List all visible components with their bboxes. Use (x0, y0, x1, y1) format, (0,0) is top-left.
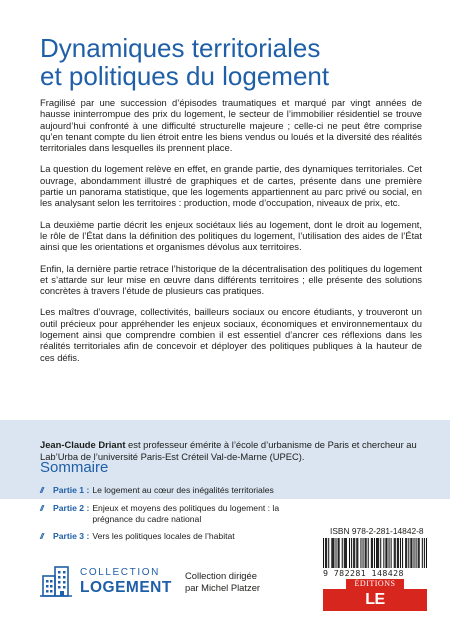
isbn: ISBN 978-2-281-14842-8 (330, 526, 424, 536)
paragraph-4: Enfin, la dernière partie retrace l’historique de la décentralisation des politiques du logement et s’attarde sur leur mise en œuvre dans différents territoires ; elle présente des solutions concrètes à travers l’étude de plusieurs cas pratiques. (40, 262, 422, 297)
publisher-name: LE MONITEUR (323, 589, 427, 611)
collection-director-line-2: par Michel Platzer (185, 582, 261, 593)
barcode-bar (342, 538, 343, 568)
barcode-bar (397, 538, 398, 568)
barcode-bar (391, 538, 392, 568)
barcode-bar (339, 538, 340, 568)
barcode-bar (346, 538, 347, 568)
barcode-bar (394, 538, 395, 568)
publisher-editions-label: ÉDITIONS (346, 579, 404, 589)
collection-logo-text (80, 567, 172, 597)
barcode-bar (372, 538, 373, 568)
barcode-bar (389, 538, 390, 568)
barcode-bar (356, 538, 357, 568)
toc-part-title: Enjeux et moyens des politiques du logement : la prégnance du cadre national (92, 503, 280, 524)
barcode-bar (398, 538, 399, 568)
barcode-bar (378, 538, 379, 568)
barcode-bar (405, 538, 406, 568)
barcode-bar (345, 538, 346, 568)
barcode-bar (351, 538, 352, 568)
barcode-bar (333, 538, 334, 568)
barcode-bar (413, 538, 414, 568)
barcode-bar (386, 538, 387, 568)
barcode-bar (410, 538, 411, 568)
toc-item-2 (40, 503, 300, 524)
barcode-bar (380, 538, 381, 568)
barcode-bar (426, 538, 427, 568)
barcode-bar (419, 538, 420, 568)
back-cover-description (40, 97, 422, 373)
barcode-bar (416, 538, 417, 568)
barcode-bar (400, 538, 401, 568)
barcode-bar (349, 538, 350, 568)
toc-part-label: Partie 3 : (53, 531, 90, 541)
barcode-bar (365, 538, 366, 568)
collection-name: LOGEMENT (80, 579, 172, 596)
title-line-1: Dynamiques territoriales (40, 33, 321, 63)
collection-director (185, 570, 260, 594)
barcode-bar (402, 538, 403, 568)
barcode-bar (363, 538, 364, 568)
author-name: Jean-Claude Driant (40, 439, 126, 450)
paragraph-3: La deuxième partie décrit les enjeux sociétaux liés au logement, dont le droit au logement, le rôle de l’État dans la définition des politiques du logement, l’utilisation des aides de l’État ainsi que les orientations et organismes dévolus aux territoires. (40, 218, 422, 253)
barcode-bar (422, 538, 423, 568)
barcode-bar (368, 538, 369, 568)
toc-part-title: Le logement au cœur des inégalités territoriales (92, 485, 274, 495)
barcode-number: 9 782281 148428 (323, 568, 404, 578)
buildings-icon (40, 564, 72, 598)
paragraph-5: Les maîtres d’ouvrage, collectivités, bailleurs sociaux ou encore étudiants, y trouveront un outil précieux pour appréhender les enjeux sociaux, économiques et environnementaux du logement ainsi que comprendre combien il est essentiel d’ancrer ces réflexions dans les réalités territoriales afin de concevoir et déployer des politiques publiques à la hauteur de ces défis. (40, 306, 422, 363)
barcode-bar (328, 538, 329, 568)
barcode-bar (338, 538, 339, 568)
barcode-bar (395, 538, 396, 568)
barcode-bar (418, 538, 419, 568)
paragraph-2: La question du logement relève en effet, en grande partie, des dynamiques territoriales. Cet ouvrage, abondamment illustré de graphiques et de cartes, présente dans une première partie un panorama statistique, que les logements appartiennent au parc privé ou social, en les analysant selon les territoires : production, mode d’occupation, niveaux de prix, etc. (40, 163, 422, 209)
toc-item-1 (40, 485, 300, 496)
barcode-bar (383, 538, 384, 568)
sommaire-title: Sommaire (40, 459, 109, 476)
toc-mark: // (40, 503, 43, 513)
barcode-bar (357, 538, 358, 568)
barcode-bar (376, 538, 377, 568)
toc-item-3 (40, 531, 300, 542)
barcode-bar (424, 538, 425, 568)
toc-part-label: Partie 1 : (53, 485, 90, 495)
barcode-bar (385, 538, 386, 568)
collection-director-line-1: Collection dirigée (185, 570, 257, 581)
publisher-logo (323, 579, 427, 630)
toc-part-label: Partie 2 : (53, 503, 90, 513)
barcode-bar (353, 538, 354, 568)
paragraph-1: Fragilisé par une succession d’épisodes traumatiques et marqué par vingt années de hausse ininterrompue des prix du logement, le secteur de l’immobilier résidentiel se trouve aujourd’hui confronté à une difficulté structurelle majeure ; celle-ci ne peut être comprise qu’en tenant compte du lien étroit entre les biens vendus ou loués et la diversité des réalités territoriales dans lesquelles ils prennent place. (40, 97, 422, 154)
barcode-bar (366, 538, 367, 568)
toc-mark: // (40, 485, 43, 495)
barcode-bar (344, 538, 345, 568)
barcode-bar (335, 538, 336, 568)
barcode-bar (354, 538, 355, 568)
author-bio-text: est professeur émérite à l’école d’urbanisme de Paris et chercheur au Lab’Urba de l’université Paris-Est Créteil Val-de-Marne (UPEC). (40, 439, 417, 462)
barcode-bar (408, 538, 409, 568)
barcode-bar (374, 538, 375, 568)
barcode (323, 538, 427, 568)
barcode-bar (360, 538, 361, 568)
barcode-bar (332, 538, 333, 568)
barcode-bar (326, 538, 327, 568)
title-line-2: et politiques du logement (40, 61, 330, 91)
barcode-bar (377, 538, 378, 568)
barcode-bar (406, 538, 407, 568)
toc-mark: // (40, 531, 43, 541)
book-title (40, 34, 430, 90)
barcode-bar (331, 538, 332, 568)
barcode-bar (411, 538, 412, 568)
toc-part-title: Vers les politiques locales de l’habitat (92, 531, 235, 541)
barcode-bar (371, 538, 372, 568)
collection-word: COLLECTION (80, 567, 160, 578)
barcode-bar (325, 538, 326, 568)
barcode-bar (323, 538, 324, 568)
